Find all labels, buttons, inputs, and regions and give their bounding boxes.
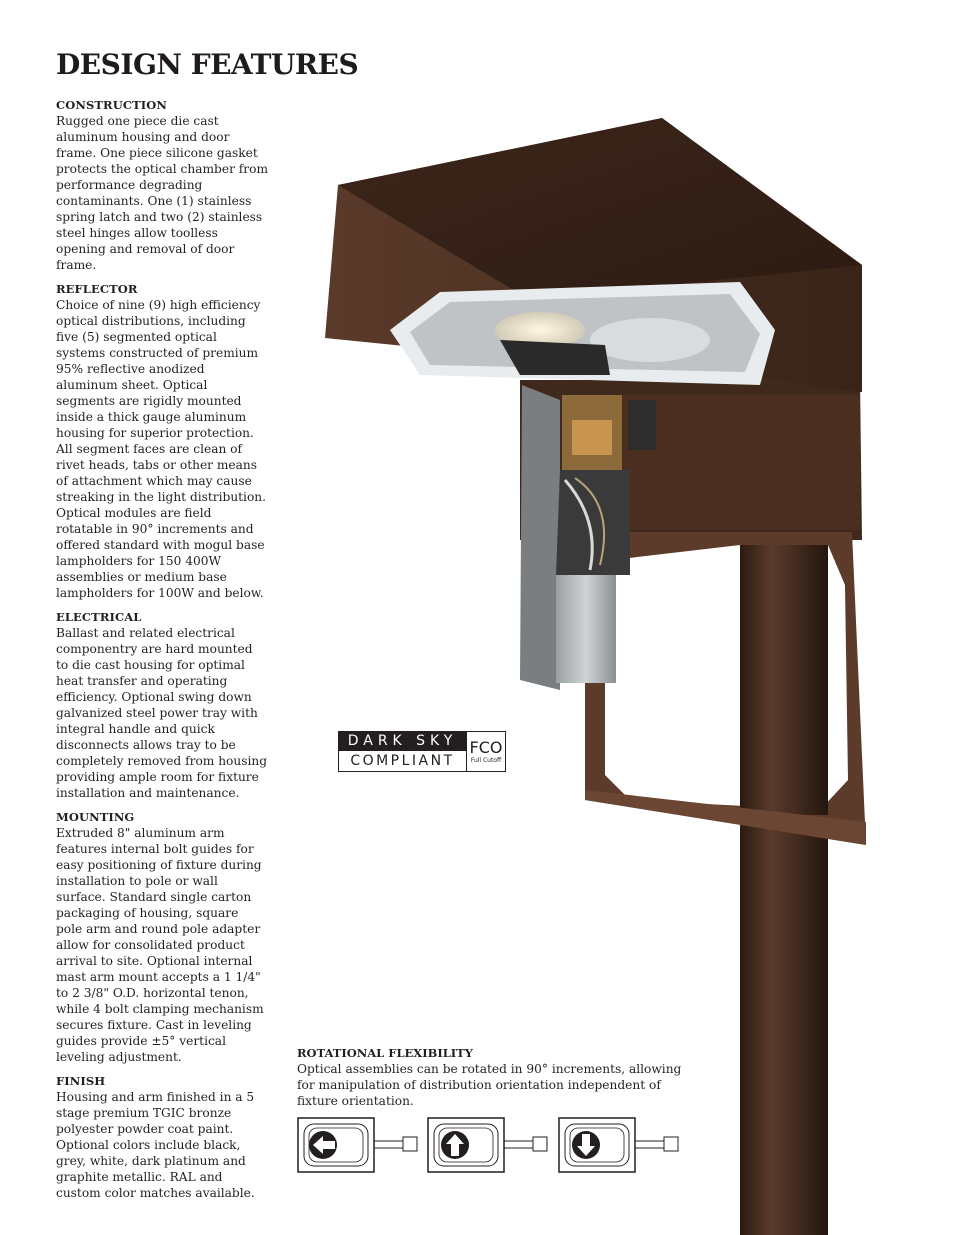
section-heading: FINISH xyxy=(56,1074,106,1088)
rotation-diagram-left xyxy=(297,1116,421,1176)
section-body: Housing and arm finished in a 5 stage premium TGIC bronze polyester powder coat paint. Optional colors include black, grey, white, dark platinum and graphite metallic. RAL and custom color matches available. xyxy=(56,1090,255,1200)
badge-line1: DARK SKY xyxy=(339,732,466,751)
section-body: Choice of nine (9) high efficiency optical distributions, including five (5) segmented optical systems constructed of premium 95% reflective anodized aluminum sheet. Optical segments are rigidly mounted inside a thick gauge aluminum housing for superior protection. All segment faces are clean of rivet heads, tabs or other means of attachment which may cause streaking in the light distribution. Optical modules are field rotatable in 90° increments and offered standard with mogul base lampholders for 150 400W assemblies or medium base lampholders for 100W and below. xyxy=(56,298,267,600)
rotation-diagram-down xyxy=(558,1116,682,1176)
feature-column xyxy=(56,98,268,1210)
badge-code-block xyxy=(467,731,506,772)
section-heading: MOUNTING xyxy=(56,810,135,824)
section-heading: CONSTRUCTION xyxy=(56,98,167,112)
section-mounting xyxy=(56,810,268,1065)
badge-caption: Full Cutoff xyxy=(470,756,502,764)
rotation-diagram-up xyxy=(427,1116,551,1176)
section-construction xyxy=(56,98,268,273)
page-title: DESIGN FEATURES xyxy=(56,48,359,81)
down-arrow-icon xyxy=(572,1131,600,1159)
section-reflector xyxy=(56,282,268,601)
badge-code: FCO xyxy=(469,737,503,757)
section-heading: ELECTRICAL xyxy=(56,610,142,624)
section-body: Extruded 8" aluminum arm features internal bolt guides for easy positioning of fixture during installation to pole or wall surface. Standard single carton packaging of housing, square pole arm and round pole adapter allow for consolidated product arrival to site. Optional internal mast arm mount accepts a 1 1/4" to 2 3/8" O.D. horizontal tenon, while 4 bolt clamping mechanism secures fixture. Cast in leveling guides provide ±5° vertical leveling adjustment. xyxy=(56,826,264,1064)
section-body: Ballast and related electrical componentry are hard mounted to die cast housing for optimal heat transfer and operating efficiency. Optional swing down galvanized steel power tray with integral handle and quick disconnects allows tray to be completely removed from housing providing ample room for fixture installation and maintenance. xyxy=(56,626,268,800)
section-electrical xyxy=(56,610,268,801)
section-body: Optical assemblies can be rotated in 90° increments, allowing for manipulation of distribution orientation independent of fixture orientation. xyxy=(297,1062,682,1108)
section-heading: REFLECTOR xyxy=(56,282,138,296)
up-arrow-icon xyxy=(441,1131,469,1159)
rotational-section xyxy=(297,1046,697,1109)
dark-sky-badge xyxy=(338,731,506,772)
section-body: Rugged one piece die cast aluminum housing and door frame. One piece silicone gasket protects the optical chamber from performance degrading contaminants. One (1) stainless spring latch and two (2) stainless steel hinges allow toolless opening and removal of door frame. xyxy=(56,114,269,272)
left-arrow-icon xyxy=(309,1131,337,1159)
badge-text-block xyxy=(338,731,467,772)
section-heading: ROTATIONAL FLEXIBILITY xyxy=(297,1046,473,1060)
badge-line2: COMPLIANT xyxy=(350,753,455,769)
section-finish xyxy=(56,1074,268,1201)
